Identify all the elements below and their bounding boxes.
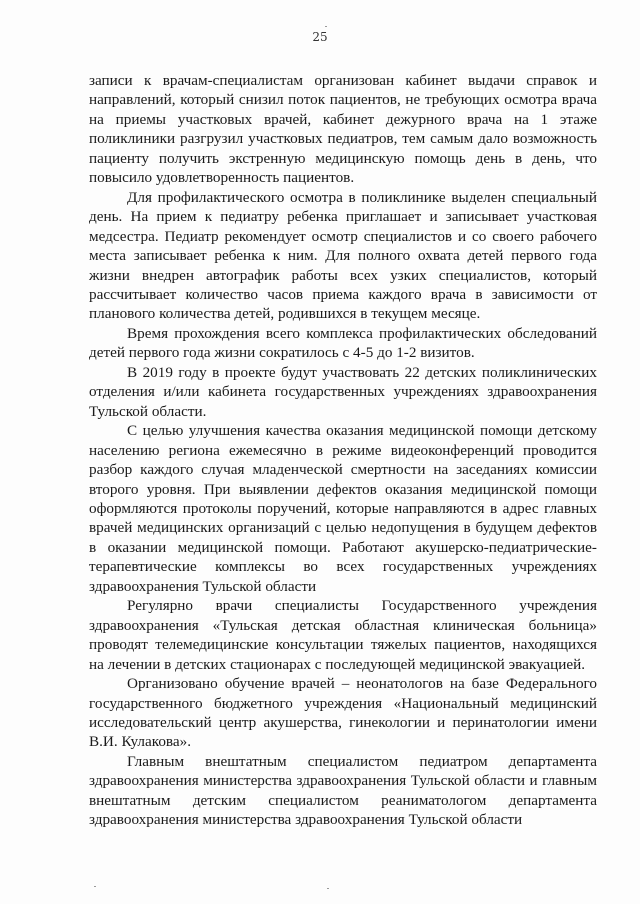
paragraph-project-2019: В 2019 году в проекте будут участвовать 22 детских поликлинических отделения и/или кабинета государственных учреждениях здравоохранения Тульской области.	[89, 363, 597, 420]
paragraph-quality-improvement: С целью улучшения качества оказания медицинской помощи детскому населению региона ежемесячно в режиме видеоконференций проводится разбор каждого случая младенческой смертности на заседаниях комиссии второго уровня. При выявлении дефектов оказания медицинской помощи оформляются протоколы поручений, которые направляются в адрес главных врачей медицинских организаций с целью недопущения в будущем дефектов в оказании медицинской помощи. Работают акушерско-педиатрические-терапевтические комплексы во всех государственных учреждениях здравоохранения Тульской области	[89, 422, 597, 595]
paragraph-exam-time: Время прохождения всего комплекса профилактических обследований детей первого года жизни сократилось с 4-5 до 1-2 визитов.	[89, 324, 597, 362]
page-number: 25	[312, 30, 328, 44]
scan-speck	[327, 888, 329, 889]
scan-speck	[94, 886, 96, 887]
scan-speck	[325, 26, 327, 27]
paragraph-continuation: записи к врачам-специалистам организован кабинет выдачи справок и направлений, который снизил поток пациентов, не требующих осмотра врача на приемы участковых врачей, кабинет дежурного врача на 1 этаже поликлиники разгрузил участковых педиатров, тем самым дало возможность пациенту получить экстренную медицинскую помощь день в день, что повысило удовлетворенность пациентов.	[89, 72, 597, 187]
paragraph-chief-specialists: Главным внештатным специалистом педиатром департамента здравоохранения министерства здравоохранения Тульской области и главным внештатным детским специалистом реаниматологом департамента здравоохранения министерства здравоохранения Тульской области	[89, 752, 597, 829]
document-body	[89, 71, 597, 830]
paragraph-preventive-exam: Для профилактического осмотра в поликлинике выделен специальный день. На прием к педиатру ребенка приглашает и записывает участковая медсестра. Педиатр рекомендует осмотр специалистов и со своего рабочего места записывает ребенка к ним. Для полного охвата детей первого года жизни внедрен автографик работы всех узких специалистов, который рассчитывает количество часов приема каждого врача в зависимости от планового количества детей, родившихся в текущем месяце.	[89, 188, 597, 323]
paragraph-training: Организовано обучение врачей – неонатологов на базе Федерального государственного бюджетного учреждения «Национальный медицинский исследовательский центр акушерства, гинекологии и перинатологии имени В.И. Кулакова».	[89, 675, 597, 751]
paragraph-telemedicine: Регулярно врачи специалисты Государственного учреждения здравоохранения «Тульская детская областная клиническая больница» проводят телемедицинские консультации тяжелых пациентов, находящихся на лечении в детских стационарах с последующей медицинской эвакуацией.	[89, 597, 597, 673]
